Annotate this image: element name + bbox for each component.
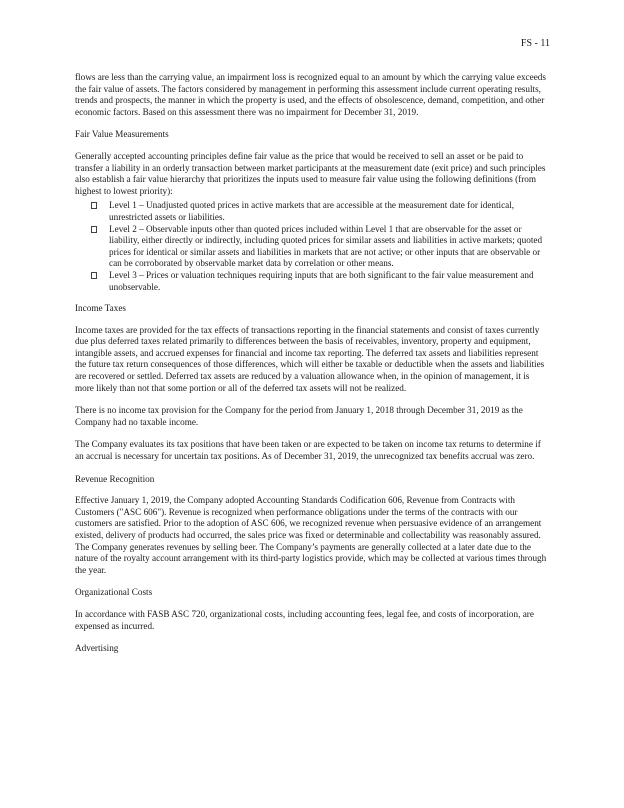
page-number: FS - 11	[520, 38, 550, 49]
level-2-text: Level 2 – Observable inputs other than quoted prices included within Level 1 that are observable for the asset or liability, either directly or indirectly, including quoted prices for similar assets and liabilities in active markets; quoted prices for identical or similar assets and liabilities in markets that are not active; or other inputs that are observable or can be corroborated by observable market data by correlation or other means.	[109, 223, 543, 269]
fair-value-heading: Fair Value Measurements	[75, 129, 169, 140]
organizational-costs-paragraph: In accordance with FASB ASC 720, organizational costs, including accounting fees, legal fee, and costs of incorporation, are expensed as incurred.	[75, 608, 534, 631]
income-taxes-paragraph-2: There is no income tax provision for the Company for the period from January 1, 2018 through December 31, 2019 as the Company had no taxable income.	[75, 405, 523, 427]
income-taxes-heading: Income Taxes	[75, 303, 126, 314]
list-item	[75, 200, 549, 223]
organizational-costs-heading: Organizational Costs	[75, 587, 153, 598]
income-taxes-paragraph-1: Income taxes are provided for the tax effects of transactions reporting in the financial statements and consist of taxes currently due plus deferred taxes related primarily to differences between the basis of receivables, inventory, property and equipment, intangible assets, and accrued expenses for financial and income tax reporting. The deferred tax assets and liabilities represent the future tax return consequences of those differences, which will either be taxable or deductible when the assets and liabilities are recovered or settled. Deferred tax assets are reduced by a valuation allowance when, in the opinion of management, it is more likely than not that some portion or all of the deferred tax assets will not be realized.	[75, 324, 545, 393]
revenue-recognition-paragraph: Effective January 1, 2019, the Company adopted Accounting Standards Codification 606, Revenue from Contracts with Customers ("ASC 606"). Revenue is recognized when performance obligations under the terms of the contracts with our customers are satisfied. Prior to the adoption of ASC 606, we recognized revenue when persuasive evidence of an arrangement existed, delivery of products had occurred, the sales price was fixed or determinable and collectability was reasonably assured. The Company generates revenues by selling beer. The Company’s payments are generally collected at a later date due to the nature of the royalty account arrangement with its third-party logistics provide, which may be collected at various times through the year.	[75, 495, 547, 575]
list-item	[75, 224, 549, 270]
bullet-box-icon	[91, 272, 97, 279]
advertising-heading: Advertising	[75, 643, 119, 654]
list-item	[75, 270, 549, 293]
intro-paragraph: flows are less than the carrying value, an impairment loss is recognized equal to an amount by which the carrying value exceeds the fair value of assets. The factors considered by management in performing this assessment include current operating results, trends and prospects, the manner in which the property is used, and the effects of obsolescence, demand, competition, and other economic factors. Based on this assessment there was no impairment for December 31, 2019.	[75, 72, 546, 117]
bullet-box-icon	[91, 202, 97, 209]
fair-value-levels-list	[75, 200, 549, 293]
fair-value-paragraph: Generally accepted accounting principles define fair value as the price that would be received to sell an asset or be paid to transfer a liability in an orderly transaction between market participants at the measurement date (exit price) and such principles also establish a fair value hierarchy that prioritizes the inputs used to measure fair value using the following definitions (from highest to lowest priority):	[75, 150, 546, 196]
bullet-box-icon	[91, 226, 97, 233]
level-1-text: Level 1 – Unadjusted quoted prices in active markets that are accessible at the measurement date for identical, unrestricted assets or liabilities.	[109, 200, 515, 222]
document-body	[75, 72, 549, 665]
level-3-text: Level 3 – Prices or valuation techniques requiring inputs that are both significant to the fair value measurement and unobservable.	[109, 269, 534, 292]
revenue-recognition-heading: Revenue Recognition	[75, 473, 155, 484]
income-taxes-paragraph-3: The Company evaluates its tax positions that have been taken or are expected to be taken on income tax returns to determine if an accrual is necessary for uncertain tax positions. As of December 31, 2019, the unrecognized tax benefits accrual was zero.	[75, 439, 541, 462]
